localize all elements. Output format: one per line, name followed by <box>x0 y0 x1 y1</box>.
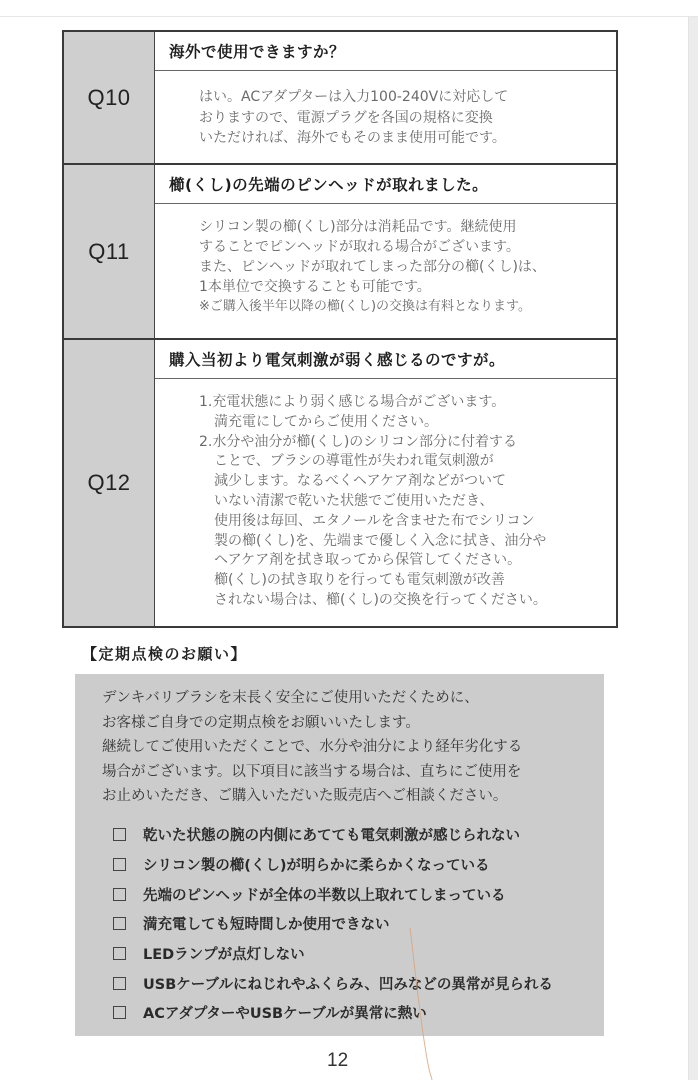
checklist-item <box>113 850 553 880</box>
faq-row-q11 <box>64 165 616 340</box>
intro-line: お止めいただき、ご購入いただいた販売店へご相談ください。 <box>102 788 508 804</box>
checklist-item <box>113 909 553 939</box>
inspection-heading: 【定期点検のお願い】 <box>82 645 248 663</box>
answer-line: はい。ACアダプターは入力100-240Vに対応して <box>199 89 509 105</box>
faq-row-q12 <box>64 340 616 626</box>
answer-line: 減少します。なるべくヘアケア剤などがついて <box>214 473 507 490</box>
answer-line: することでピンヘッドが取れる場合がございます。 <box>199 239 520 255</box>
answer-line: されない場合は、櫛(くし)の交換を行ってください。 <box>214 591 547 608</box>
answer-line: おりますので、電源プラグを各国の規格に変換 <box>199 109 493 126</box>
answer-line: 1本単位で交換することも可能です。 <box>199 279 431 295</box>
question-title: 海外で使用できますか？ <box>155 32 616 71</box>
intro-line: 場合がございます。以下項目に該当する場合は、直ちにご使用を <box>102 763 522 780</box>
answer-line: ヘアケア剤を拭き取ってから保管してください。 <box>214 552 522 569</box>
inspection-intro <box>102 686 522 809</box>
viewer-scrollbar[interactable] <box>688 17 698 1080</box>
answer-line: いただければ、海外でもそのまま使用可能です。 <box>199 130 506 146</box>
answer-line: シリコン製の櫛(くし)部分は消耗品です。継続使用 <box>199 219 517 235</box>
checklist-item-label: USBケーブルにねじれやふくらみ、凹みなどの異常が見られる <box>143 976 553 993</box>
intro-line: お客様ご自身での定期点検をお願いいたします。 <box>102 714 420 731</box>
checkbox-icon <box>113 977 126 990</box>
checklist-item <box>113 998 553 1028</box>
inspection-notice-box <box>75 674 604 1036</box>
question-number: Q11 <box>64 165 155 338</box>
question-title: 購入当初より電気刺激が弱く感じるのですが。 <box>155 340 616 379</box>
answer-line: また、ピンヘッドが取れてしまった部分の櫛(くし)は、 <box>199 259 546 275</box>
answer-line: 使用後は毎回、エタノールを含ませた布でシリコン <box>214 512 535 529</box>
question-body <box>155 340 616 626</box>
faq-row-q10 <box>64 32 616 165</box>
checklist-item <box>113 820 553 850</box>
inspection-checklist <box>113 820 553 1028</box>
answer-line: 1.充電状態により弱く感じる場合がございます。 <box>199 394 506 410</box>
checklist-item-label: LEDランプが点灯しない <box>143 947 305 964</box>
checklist-item-label: 乾いた状態の腕の内側にあてても電気刺激が感じられない <box>143 828 520 845</box>
answer-line: 満充電にしてからご使用ください。 <box>214 413 438 430</box>
checkbox-icon <box>113 828 126 841</box>
answer-text <box>155 71 616 163</box>
question-body <box>155 165 616 338</box>
answer-note: ※ご購入後半年以降の櫛(くし)の交換は有料となります。 <box>199 299 531 314</box>
question-number: Q12 <box>64 340 155 626</box>
checkbox-icon <box>113 858 126 871</box>
checklist-item <box>113 879 553 909</box>
answer-text <box>155 204 616 338</box>
checklist-item-label: 満充電しても短時間しか使用できない <box>143 917 390 934</box>
faq-table <box>62 30 618 628</box>
page-number: 12 <box>327 1050 349 1071</box>
checklist-item-label: 先端のピンヘッドが全体の半数以上取れてしまっている <box>143 887 506 904</box>
answer-line: ことで、ブラシの導電性が失われ電気刺激が <box>214 453 494 470</box>
question-number: Q10 <box>64 32 155 163</box>
answer-line: いない清潔で乾いた状態でご使用いただき、 <box>214 492 494 509</box>
checklist-item-label: ACアダプターやUSBケーブルが異常に熱い <box>143 1006 427 1023</box>
answer-line: 櫛(くし)の拭き取りを行っても電気刺激が改善 <box>214 572 505 589</box>
viewer-top-strip <box>0 0 698 17</box>
answer-line: 2.水分や油分が櫛(くし)のシリコン部分に付着する <box>199 433 517 450</box>
checkbox-icon <box>113 888 126 901</box>
checkbox-icon <box>113 947 126 960</box>
checklist-item-label: シリコン製の櫛(くし)が明らかに柔らかくなっている <box>143 858 490 875</box>
intro-line: 継続してご使用いただくことで、水分や油分により経年劣化する <box>102 739 523 755</box>
checkbox-icon <box>113 917 126 930</box>
question-body <box>155 32 616 163</box>
answer-text <box>155 379 616 626</box>
answer-line: 製の櫛(くし)を、先端まで優しく入念に拭き、油分や <box>214 532 547 549</box>
question-title: 櫛(くし)の先端のピンヘッドが取れました。 <box>155 165 616 204</box>
checkbox-icon <box>113 1006 126 1019</box>
checklist-item <box>113 939 553 969</box>
checklist-item <box>113 968 553 998</box>
intro-line: デンキバリブラシを末長く安全にご使用いただくために、 <box>102 690 479 706</box>
